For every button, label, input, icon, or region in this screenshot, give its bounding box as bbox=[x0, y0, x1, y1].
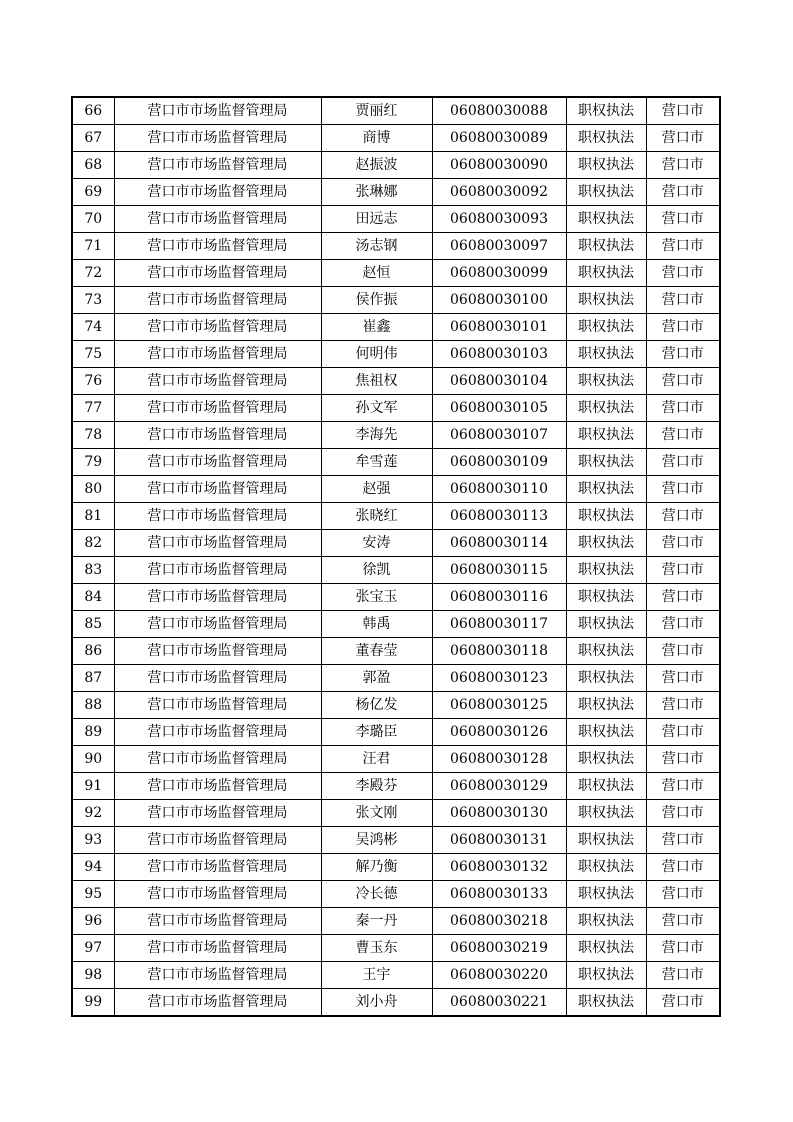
table-row bbox=[72, 422, 720, 449]
certificate-number-cell: 06080030123 bbox=[432, 665, 566, 692]
table-row bbox=[72, 314, 720, 341]
organization-cell: 营口市市场监督管理局 bbox=[114, 314, 321, 341]
region-cell: 营口市 bbox=[646, 476, 720, 503]
row-number: 82 bbox=[72, 530, 114, 557]
certificate-number-cell: 06080030221 bbox=[432, 989, 566, 1017]
row-number: 71 bbox=[72, 233, 114, 260]
region-cell: 营口市 bbox=[646, 152, 720, 179]
table-row bbox=[72, 611, 720, 638]
region-cell: 营口市 bbox=[646, 773, 720, 800]
enforcement-type-cell: 职权执法 bbox=[566, 530, 646, 557]
enforcement-type-cell: 职权执法 bbox=[566, 908, 646, 935]
table-row bbox=[72, 233, 720, 260]
enforcement-type-cell: 职权执法 bbox=[566, 962, 646, 989]
region-cell: 营口市 bbox=[646, 827, 720, 854]
region-cell: 营口市 bbox=[646, 179, 720, 206]
row-number: 74 bbox=[72, 314, 114, 341]
region-cell: 营口市 bbox=[646, 611, 720, 638]
enforcement-type-cell: 职权执法 bbox=[566, 125, 646, 152]
certificate-number-cell: 06080030089 bbox=[432, 125, 566, 152]
table-row bbox=[72, 341, 720, 368]
table-row bbox=[72, 206, 720, 233]
table-row bbox=[72, 449, 720, 476]
certificate-number-cell: 06080030131 bbox=[432, 827, 566, 854]
person-name-cell: 吴鸿彬 bbox=[321, 827, 432, 854]
person-name-cell: 安涛 bbox=[321, 530, 432, 557]
enforcement-type-cell: 职权执法 bbox=[566, 206, 646, 233]
certificate-number-cell: 06080030088 bbox=[432, 97, 566, 125]
person-name-cell: 张琳娜 bbox=[321, 179, 432, 206]
enforcement-type-cell: 职权执法 bbox=[566, 449, 646, 476]
organization-cell: 营口市市场监督管理局 bbox=[114, 881, 321, 908]
certificate-number-cell: 06080030130 bbox=[432, 800, 566, 827]
organization-cell: 营口市市场监督管理局 bbox=[114, 746, 321, 773]
region-cell: 营口市 bbox=[646, 368, 720, 395]
organization-cell: 营口市市场监督管理局 bbox=[114, 206, 321, 233]
organization-cell: 营口市市场监督管理局 bbox=[114, 800, 321, 827]
row-number: 99 bbox=[72, 989, 114, 1017]
organization-cell: 营口市市场监督管理局 bbox=[114, 476, 321, 503]
person-name-cell: 牟雪莲 bbox=[321, 449, 432, 476]
certificate-number-cell: 06080030110 bbox=[432, 476, 566, 503]
region-cell: 营口市 bbox=[646, 287, 720, 314]
row-number: 85 bbox=[72, 611, 114, 638]
certificate-number-cell: 06080030107 bbox=[432, 422, 566, 449]
region-cell: 营口市 bbox=[646, 530, 720, 557]
enforcement-type-cell: 职权执法 bbox=[566, 152, 646, 179]
certificate-number-cell: 06080030220 bbox=[432, 962, 566, 989]
certificate-number-cell: 06080030219 bbox=[432, 935, 566, 962]
table-row bbox=[72, 476, 720, 503]
organization-cell: 营口市市场监督管理局 bbox=[114, 422, 321, 449]
table-row bbox=[72, 665, 720, 692]
region-cell: 营口市 bbox=[646, 962, 720, 989]
certificate-number-cell: 06080030113 bbox=[432, 503, 566, 530]
enforcement-type-cell: 职权执法 bbox=[566, 287, 646, 314]
table-row bbox=[72, 530, 720, 557]
region-cell: 营口市 bbox=[646, 881, 720, 908]
certificate-number-cell: 06080030104 bbox=[432, 368, 566, 395]
row-number: 79 bbox=[72, 449, 114, 476]
person-name-cell: 张晓红 bbox=[321, 503, 432, 530]
region-cell: 营口市 bbox=[646, 341, 720, 368]
enforcement-type-cell: 职权执法 bbox=[566, 692, 646, 719]
row-number: 83 bbox=[72, 557, 114, 584]
region-cell: 营口市 bbox=[646, 314, 720, 341]
region-cell: 营口市 bbox=[646, 125, 720, 152]
row-number: 76 bbox=[72, 368, 114, 395]
table-row bbox=[72, 827, 720, 854]
person-name-cell: 汤志钢 bbox=[321, 233, 432, 260]
organization-cell: 营口市市场监督管理局 bbox=[114, 260, 321, 287]
region-cell: 营口市 bbox=[646, 908, 720, 935]
certificate-number-cell: 06080030115 bbox=[432, 557, 566, 584]
table-row bbox=[72, 179, 720, 206]
table-row bbox=[72, 800, 720, 827]
person-name-cell: 徐凯 bbox=[321, 557, 432, 584]
person-name-cell: 秦一丹 bbox=[321, 908, 432, 935]
organization-cell: 营口市市场监督管理局 bbox=[114, 179, 321, 206]
enforcement-type-cell: 职权执法 bbox=[566, 97, 646, 125]
row-number: 88 bbox=[72, 692, 114, 719]
person-name-cell: 董春莹 bbox=[321, 638, 432, 665]
row-number: 66 bbox=[72, 97, 114, 125]
certificate-number-cell: 06080030128 bbox=[432, 746, 566, 773]
row-number: 92 bbox=[72, 800, 114, 827]
person-name-cell: 刘小舟 bbox=[321, 989, 432, 1017]
person-name-cell: 赵振波 bbox=[321, 152, 432, 179]
enforcement-type-cell: 职权执法 bbox=[566, 584, 646, 611]
enforcement-type-cell: 职权执法 bbox=[566, 179, 646, 206]
certificate-number-cell: 06080030093 bbox=[432, 206, 566, 233]
table-row bbox=[72, 881, 720, 908]
enforcement-type-cell: 职权执法 bbox=[566, 989, 646, 1017]
organization-cell: 营口市市场监督管理局 bbox=[114, 935, 321, 962]
person-name-cell: 何明伟 bbox=[321, 341, 432, 368]
certificate-number-cell: 06080030116 bbox=[432, 584, 566, 611]
row-number: 86 bbox=[72, 638, 114, 665]
roster-table-body bbox=[72, 97, 720, 1016]
organization-cell: 营口市市场监督管理局 bbox=[114, 152, 321, 179]
person-name-cell: 曹玉东 bbox=[321, 935, 432, 962]
certificate-number-cell: 06080030125 bbox=[432, 692, 566, 719]
organization-cell: 营口市市场监督管理局 bbox=[114, 530, 321, 557]
certificate-number-cell: 06080030109 bbox=[432, 449, 566, 476]
person-name-cell: 崔鑫 bbox=[321, 314, 432, 341]
table-row bbox=[72, 368, 720, 395]
table-row bbox=[72, 773, 720, 800]
organization-cell: 营口市市场监督管理局 bbox=[114, 449, 321, 476]
person-name-cell: 张宝玉 bbox=[321, 584, 432, 611]
table-row bbox=[72, 395, 720, 422]
person-name-cell: 解乃衡 bbox=[321, 854, 432, 881]
certificate-number-cell: 06080030114 bbox=[432, 530, 566, 557]
organization-cell: 营口市市场监督管理局 bbox=[114, 611, 321, 638]
organization-cell: 营口市市场监督管理局 bbox=[114, 584, 321, 611]
enforcement-type-cell: 职权执法 bbox=[566, 611, 646, 638]
table-row bbox=[72, 908, 720, 935]
region-cell: 营口市 bbox=[646, 746, 720, 773]
person-name-cell: 李璐臣 bbox=[321, 719, 432, 746]
row-number: 84 bbox=[72, 584, 114, 611]
row-number: 87 bbox=[72, 665, 114, 692]
enforcement-type-cell: 职权执法 bbox=[566, 827, 646, 854]
region-cell: 营口市 bbox=[646, 719, 720, 746]
region-cell: 营口市 bbox=[646, 665, 720, 692]
table-row bbox=[72, 935, 720, 962]
row-number: 90 bbox=[72, 746, 114, 773]
organization-cell: 营口市市场监督管理局 bbox=[114, 97, 321, 125]
table-row bbox=[72, 854, 720, 881]
table-row bbox=[72, 989, 720, 1017]
table-row bbox=[72, 962, 720, 989]
enforcement-type-cell: 职权执法 bbox=[566, 341, 646, 368]
table-row bbox=[72, 692, 720, 719]
person-name-cell: 韩禹 bbox=[321, 611, 432, 638]
person-name-cell: 孙文军 bbox=[321, 395, 432, 422]
row-number: 75 bbox=[72, 341, 114, 368]
table-row bbox=[72, 125, 720, 152]
person-name-cell: 冷长德 bbox=[321, 881, 432, 908]
row-number: 89 bbox=[72, 719, 114, 746]
table-row bbox=[72, 746, 720, 773]
table-row bbox=[72, 638, 720, 665]
person-name-cell: 王宇 bbox=[321, 962, 432, 989]
organization-cell: 营口市市场监督管理局 bbox=[114, 827, 321, 854]
person-name-cell: 贾丽红 bbox=[321, 97, 432, 125]
enforcement-type-cell: 职权执法 bbox=[566, 665, 646, 692]
enforcement-type-cell: 职权执法 bbox=[566, 854, 646, 881]
certificate-number-cell: 06080030132 bbox=[432, 854, 566, 881]
table-row bbox=[72, 584, 720, 611]
certificate-number-cell: 06080030129 bbox=[432, 773, 566, 800]
person-name-cell: 李海先 bbox=[321, 422, 432, 449]
region-cell: 营口市 bbox=[646, 584, 720, 611]
row-number: 96 bbox=[72, 908, 114, 935]
row-number: 97 bbox=[72, 935, 114, 962]
enforcement-type-cell: 职权执法 bbox=[566, 638, 646, 665]
organization-cell: 营口市市场监督管理局 bbox=[114, 773, 321, 800]
enforcement-type-cell: 职权执法 bbox=[566, 800, 646, 827]
table-row bbox=[72, 152, 720, 179]
table-row bbox=[72, 287, 720, 314]
region-cell: 营口市 bbox=[646, 395, 720, 422]
organization-cell: 营口市市场监督管理局 bbox=[114, 557, 321, 584]
person-name-cell: 田远志 bbox=[321, 206, 432, 233]
region-cell: 营口市 bbox=[646, 800, 720, 827]
certificate-number-cell: 06080030097 bbox=[432, 233, 566, 260]
person-name-cell: 郭盈 bbox=[321, 665, 432, 692]
row-number: 98 bbox=[72, 962, 114, 989]
row-number: 72 bbox=[72, 260, 114, 287]
region-cell: 营口市 bbox=[646, 935, 720, 962]
organization-cell: 营口市市场监督管理局 bbox=[114, 395, 321, 422]
row-number: 68 bbox=[72, 152, 114, 179]
region-cell: 营口市 bbox=[646, 692, 720, 719]
enforcement-type-cell: 职权执法 bbox=[566, 746, 646, 773]
organization-cell: 营口市市场监督管理局 bbox=[114, 962, 321, 989]
region-cell: 营口市 bbox=[646, 260, 720, 287]
organization-cell: 营口市市场监督管理局 bbox=[114, 692, 321, 719]
enforcement-type-cell: 职权执法 bbox=[566, 557, 646, 584]
row-number: 73 bbox=[72, 287, 114, 314]
organization-cell: 营口市市场监督管理局 bbox=[114, 719, 321, 746]
certificate-number-cell: 06080030101 bbox=[432, 314, 566, 341]
region-cell: 营口市 bbox=[646, 989, 720, 1017]
person-name-cell: 商博 bbox=[321, 125, 432, 152]
person-name-cell: 赵恒 bbox=[321, 260, 432, 287]
person-name-cell: 李殿芬 bbox=[321, 773, 432, 800]
region-cell: 营口市 bbox=[646, 206, 720, 233]
row-number: 91 bbox=[72, 773, 114, 800]
roster-table bbox=[71, 96, 721, 1017]
certificate-number-cell: 06080030105 bbox=[432, 395, 566, 422]
person-name-cell: 焦祖权 bbox=[321, 368, 432, 395]
region-cell: 营口市 bbox=[646, 97, 720, 125]
certificate-number-cell: 06080030090 bbox=[432, 152, 566, 179]
region-cell: 营口市 bbox=[646, 449, 720, 476]
row-number: 67 bbox=[72, 125, 114, 152]
region-cell: 营口市 bbox=[646, 503, 720, 530]
enforcement-type-cell: 职权执法 bbox=[566, 503, 646, 530]
enforcement-type-cell: 职权执法 bbox=[566, 422, 646, 449]
certificate-number-cell: 06080030218 bbox=[432, 908, 566, 935]
region-cell: 营口市 bbox=[646, 422, 720, 449]
enforcement-type-cell: 职权执法 bbox=[566, 881, 646, 908]
table-row bbox=[72, 557, 720, 584]
row-number: 70 bbox=[72, 206, 114, 233]
enforcement-type-cell: 职权执法 bbox=[566, 314, 646, 341]
organization-cell: 营口市市场监督管理局 bbox=[114, 665, 321, 692]
organization-cell: 营口市市场监督管理局 bbox=[114, 341, 321, 368]
row-number: 81 bbox=[72, 503, 114, 530]
region-cell: 营口市 bbox=[646, 854, 720, 881]
person-name-cell: 汪君 bbox=[321, 746, 432, 773]
organization-cell: 营口市市场监督管理局 bbox=[114, 368, 321, 395]
region-cell: 营口市 bbox=[646, 233, 720, 260]
enforcement-type-cell: 职权执法 bbox=[566, 773, 646, 800]
enforcement-type-cell: 职权执法 bbox=[566, 935, 646, 962]
organization-cell: 营口市市场监督管理局 bbox=[114, 989, 321, 1017]
person-name-cell: 赵强 bbox=[321, 476, 432, 503]
certificate-number-cell: 06080030118 bbox=[432, 638, 566, 665]
certificate-number-cell: 06080030133 bbox=[432, 881, 566, 908]
row-number: 77 bbox=[72, 395, 114, 422]
certificate-number-cell: 06080030092 bbox=[432, 179, 566, 206]
enforcement-type-cell: 职权执法 bbox=[566, 260, 646, 287]
enforcement-type-cell: 职权执法 bbox=[566, 233, 646, 260]
organization-cell: 营口市市场监督管理局 bbox=[114, 125, 321, 152]
certificate-number-cell: 06080030099 bbox=[432, 260, 566, 287]
region-cell: 营口市 bbox=[646, 638, 720, 665]
certificate-number-cell: 06080030126 bbox=[432, 719, 566, 746]
organization-cell: 营口市市场监督管理局 bbox=[114, 503, 321, 530]
row-number: 95 bbox=[72, 881, 114, 908]
region-cell: 营口市 bbox=[646, 557, 720, 584]
person-name-cell: 张文刚 bbox=[321, 800, 432, 827]
table-row bbox=[72, 503, 720, 530]
organization-cell: 营口市市场监督管理局 bbox=[114, 854, 321, 881]
table-row bbox=[72, 97, 720, 125]
certificate-number-cell: 06080030103 bbox=[432, 341, 566, 368]
certificate-number-cell: 06080030117 bbox=[432, 611, 566, 638]
organization-cell: 营口市市场监督管理局 bbox=[114, 287, 321, 314]
row-number: 93 bbox=[72, 827, 114, 854]
row-number: 80 bbox=[72, 476, 114, 503]
person-name-cell: 杨亿发 bbox=[321, 692, 432, 719]
table-row bbox=[72, 719, 720, 746]
organization-cell: 营口市市场监督管理局 bbox=[114, 233, 321, 260]
enforcement-type-cell: 职权执法 bbox=[566, 719, 646, 746]
person-name-cell: 侯作振 bbox=[321, 287, 432, 314]
enforcement-type-cell: 职权执法 bbox=[566, 476, 646, 503]
enforcement-type-cell: 职权执法 bbox=[566, 395, 646, 422]
row-number: 94 bbox=[72, 854, 114, 881]
row-number: 69 bbox=[72, 179, 114, 206]
organization-cell: 营口市市场监督管理局 bbox=[114, 908, 321, 935]
organization-cell: 营口市市场监督管理局 bbox=[114, 638, 321, 665]
certificate-number-cell: 06080030100 bbox=[432, 287, 566, 314]
table-row bbox=[72, 260, 720, 287]
enforcement-type-cell: 职权执法 bbox=[566, 368, 646, 395]
row-number: 78 bbox=[72, 422, 114, 449]
